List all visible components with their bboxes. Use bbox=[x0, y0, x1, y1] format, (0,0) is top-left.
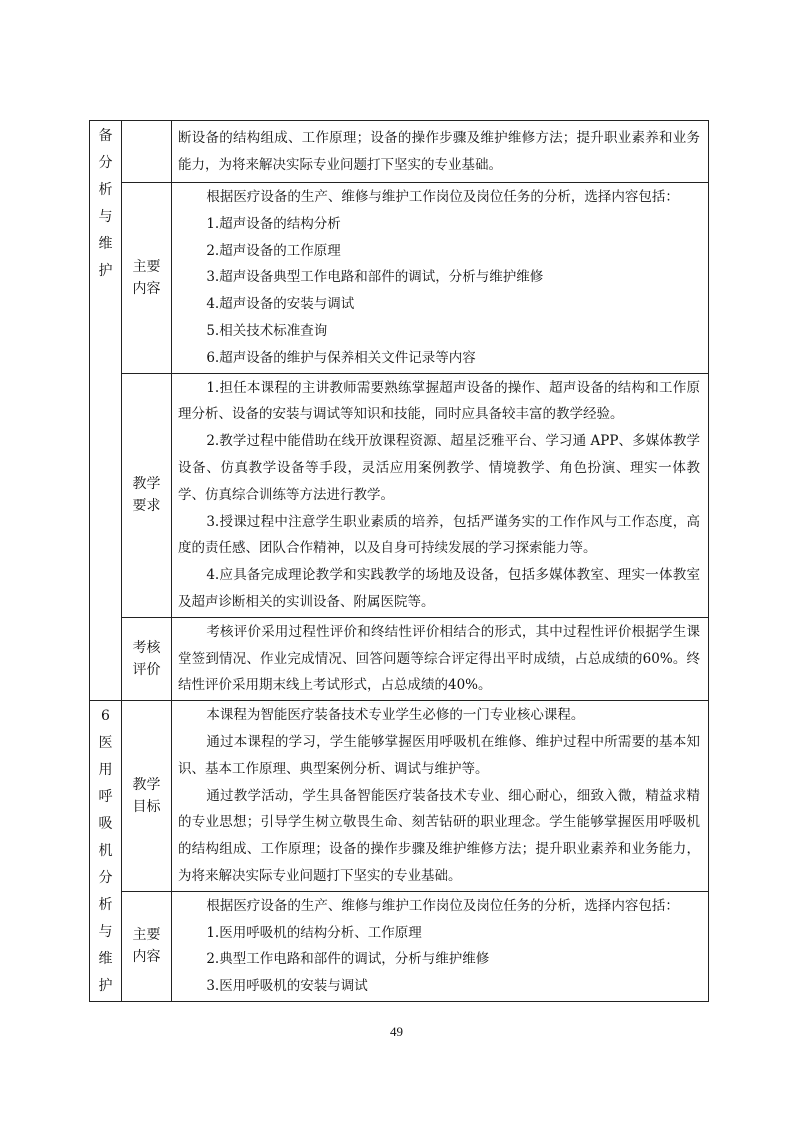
course-name-char: 6 bbox=[101, 707, 110, 724]
course-name-cell-6 bbox=[90, 701, 122, 1002]
content-item: 2.典型工作电路和部件的调试，分析与维护维修 bbox=[206, 951, 490, 968]
course-name-char: 医 bbox=[98, 734, 113, 751]
content-cell bbox=[172, 183, 709, 374]
content-item: 1.超声设备的结构分析 bbox=[206, 215, 341, 232]
goal-item: 通过教学活动，学生具备智能医疗装备技术专业、细心耐心，细致入微，精益求精的专业思想；引导学生树立敬畏生命、刻苦钻研的职业理念。学生能够掌握医用呼吸机的结构组成、工作原理；设备的操作步骤及维护维修方法；提升职业素养和业务能力，为将来解决实际专业问题打下坚实的专业基础。 bbox=[178, 787, 700, 884]
course-name-char: 析 bbox=[98, 896, 113, 913]
course-name-char: 呼 bbox=[98, 788, 113, 805]
requirements-cell bbox=[172, 373, 709, 617]
course-name-char: 吸 bbox=[98, 815, 113, 832]
course-name-char: 分 bbox=[98, 155, 113, 171]
goal-continuation-text: 断设备的结构组成、工作原理；设备的操作步骤及维护维修方法；提升职业素养和业务能力，为将来解决实际专业问题打下坚实的专业基础。 bbox=[178, 129, 700, 173]
course-name-char: 分 bbox=[98, 869, 113, 886]
requirement-item: 2.教学过程中能借助在线开放课程资源、超星泛雅平台、学习通 APP、多媒体教学设备、仿真教学设备等手段，灵活应用案例教学、情境教学、角色扮演、理实一体教学、仿真综合训练等方法进行教学。 bbox=[178, 433, 700, 503]
empty-label-cell bbox=[122, 121, 172, 183]
goal-item: 通过本课程的学习，学生能够掌握医用呼吸机在维修、维护过程中所需要的基本知识、基本工作原理、典型案例分析、调试与维护等。 bbox=[178, 733, 700, 777]
content-item: 2.超声设备的工作原理 bbox=[206, 242, 341, 259]
requirement-item: 1.担任本课程的主讲教师需要熟练掌握超声设备的操作、超声设备的结构和工作原理分析、设备的安装与调试等知识和技能，同时应具备较丰富的教学经验。 bbox=[178, 379, 700, 423]
requirement-item: 3.授课过程中注意学生职业素质的培养，包括严谨务实的工作作风与工作态度，高度的责任感、团队合作精神，以及自身可持续发展的学习探索能力等。 bbox=[178, 513, 700, 557]
evaluation-cell bbox=[172, 617, 709, 700]
course-name-char: 维 bbox=[98, 236, 113, 252]
course-name-char: 析 bbox=[98, 182, 113, 198]
content-item: 4.超声设备的安装与调试 bbox=[206, 296, 355, 313]
content-item: 根据医疗设备的生产、维修与维护工作岗位及岗位任务的分析，选择内容包括： bbox=[206, 189, 679, 205]
requirement-item: 4.应具备完成理论教学和实践教学的场地及设备，包括多媒体教室、理实一体教室及超声诊断相关的实训设备、附属医院等。 bbox=[178, 567, 700, 610]
course-table bbox=[89, 120, 709, 1002]
course-name-char: 用 bbox=[98, 761, 113, 778]
course-name-char: 机 bbox=[98, 842, 113, 859]
evaluation-text: 考核评价采用过程性评价和终结性评价相结合的形式，其中过程性评价根据学生课堂签到情况、作业完成情况、回答问题等综合评定得出平时成绩，占总成绩的60%。终结性评价采用期末线上考试形式，占总成绩的40%。 bbox=[178, 623, 700, 694]
course-name-char: 与 bbox=[98, 209, 113, 225]
course-name-char: 护 bbox=[98, 263, 113, 279]
course-name-char: 护 bbox=[98, 977, 113, 994]
content-item: 6.超声设备的维护与保养相关文件记录等内容 bbox=[206, 349, 476, 366]
course-name-char: 与 bbox=[98, 923, 113, 940]
course-name-char: 备 bbox=[98, 128, 113, 144]
goal-cell bbox=[172, 701, 709, 892]
goal-label: 教学目标 bbox=[122, 701, 172, 892]
content-item: 5.相关技术标准查询 bbox=[206, 322, 328, 339]
content-label: 主要内容 bbox=[122, 891, 172, 1001]
goal-item: 本课程为智能医疗装备技术专业学生必修的一门专业核心课程。 bbox=[206, 707, 585, 724]
content-item: 3.超声设备典型工作电路和部件的调试，分析与维护维修 bbox=[206, 269, 544, 286]
requirements-label: 教学要求 bbox=[122, 373, 172, 617]
content-item: 根据医疗设备的生产、维修与维护工作岗位及岗位任务的分析，选择内容包括： bbox=[206, 897, 679, 914]
content-cell bbox=[172, 891, 709, 1001]
content-item: 1.医用呼吸机的结构分析、工作原理 bbox=[206, 924, 422, 941]
course-name-char: 维 bbox=[98, 950, 113, 967]
goal-continuation-cell bbox=[172, 121, 709, 183]
content-label: 主要内容 bbox=[122, 183, 172, 374]
content-item: 3.医用呼吸机的安装与调试 bbox=[206, 978, 368, 995]
course-name-cell-5 bbox=[90, 121, 122, 701]
page-number: 49 bbox=[390, 1024, 403, 1039]
evaluation-label: 考核评价 bbox=[122, 617, 172, 700]
